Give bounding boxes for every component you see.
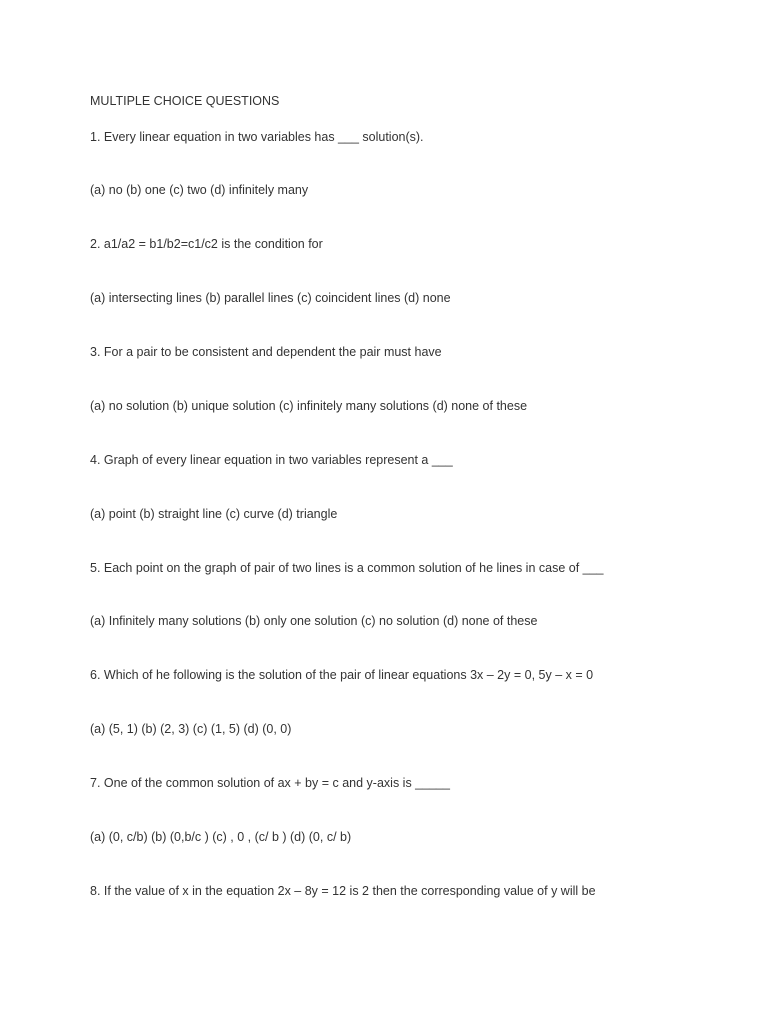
question-5-options: (a) Infinitely many solutions (b) only one solution (c) no solution (d) none of these [90,614,538,628]
question-1-text: 1. Every linear equation in two variables has ___ solution(s). [90,130,424,144]
question-1-options: (a) no (b) one (c) two (d) infinitely many [90,183,309,197]
question-2-text: 2. a1/a2 = b1/b2=c1/c2 is the condition for [90,237,323,251]
question-6-text: 6. Which of he following is the solution of the pair of linear equations 3x – 2y = 0, 5y – x = 0 [90,668,594,682]
question-4-options: (a) point (b) straight line (c) curve (d) triangle [90,507,338,521]
document-heading: MULTIPLE CHOICE QUESTIONS [90,94,280,108]
question-7-options: (a) (0, c/b) (b) (0,b/c ) (c) , 0 , (c/ b ) (d) (0, c/ b) [90,830,352,844]
question-6-options: (a) (5, 1) (b) (2, 3) (c) (1, 5) (d) (0, 0) [90,722,292,736]
question-2-options: (a) intersecting lines (b) parallel lines (c) coincident lines (d) none [90,291,451,305]
question-3-options: (a) no solution (b) unique solution (c) infinitely many solutions (d) none of these [90,399,528,413]
question-5-text: 5. Each point on the graph of pair of two lines is a common solution of he lines in case of ___ [90,561,604,575]
question-8-text: 8. If the value of x in the equation 2x – 8y = 12 is 2 then the corresponding value of y will be [90,884,596,898]
question-3-text: 3. For a pair to be consistent and dependent the pair must have [90,345,442,359]
question-7-text: 7. One of the common solution of ax + by = c and y-axis is _____ [90,776,450,790]
question-4-text: 4. Graph of every linear equation in two variables represent a ___ [90,453,453,467]
